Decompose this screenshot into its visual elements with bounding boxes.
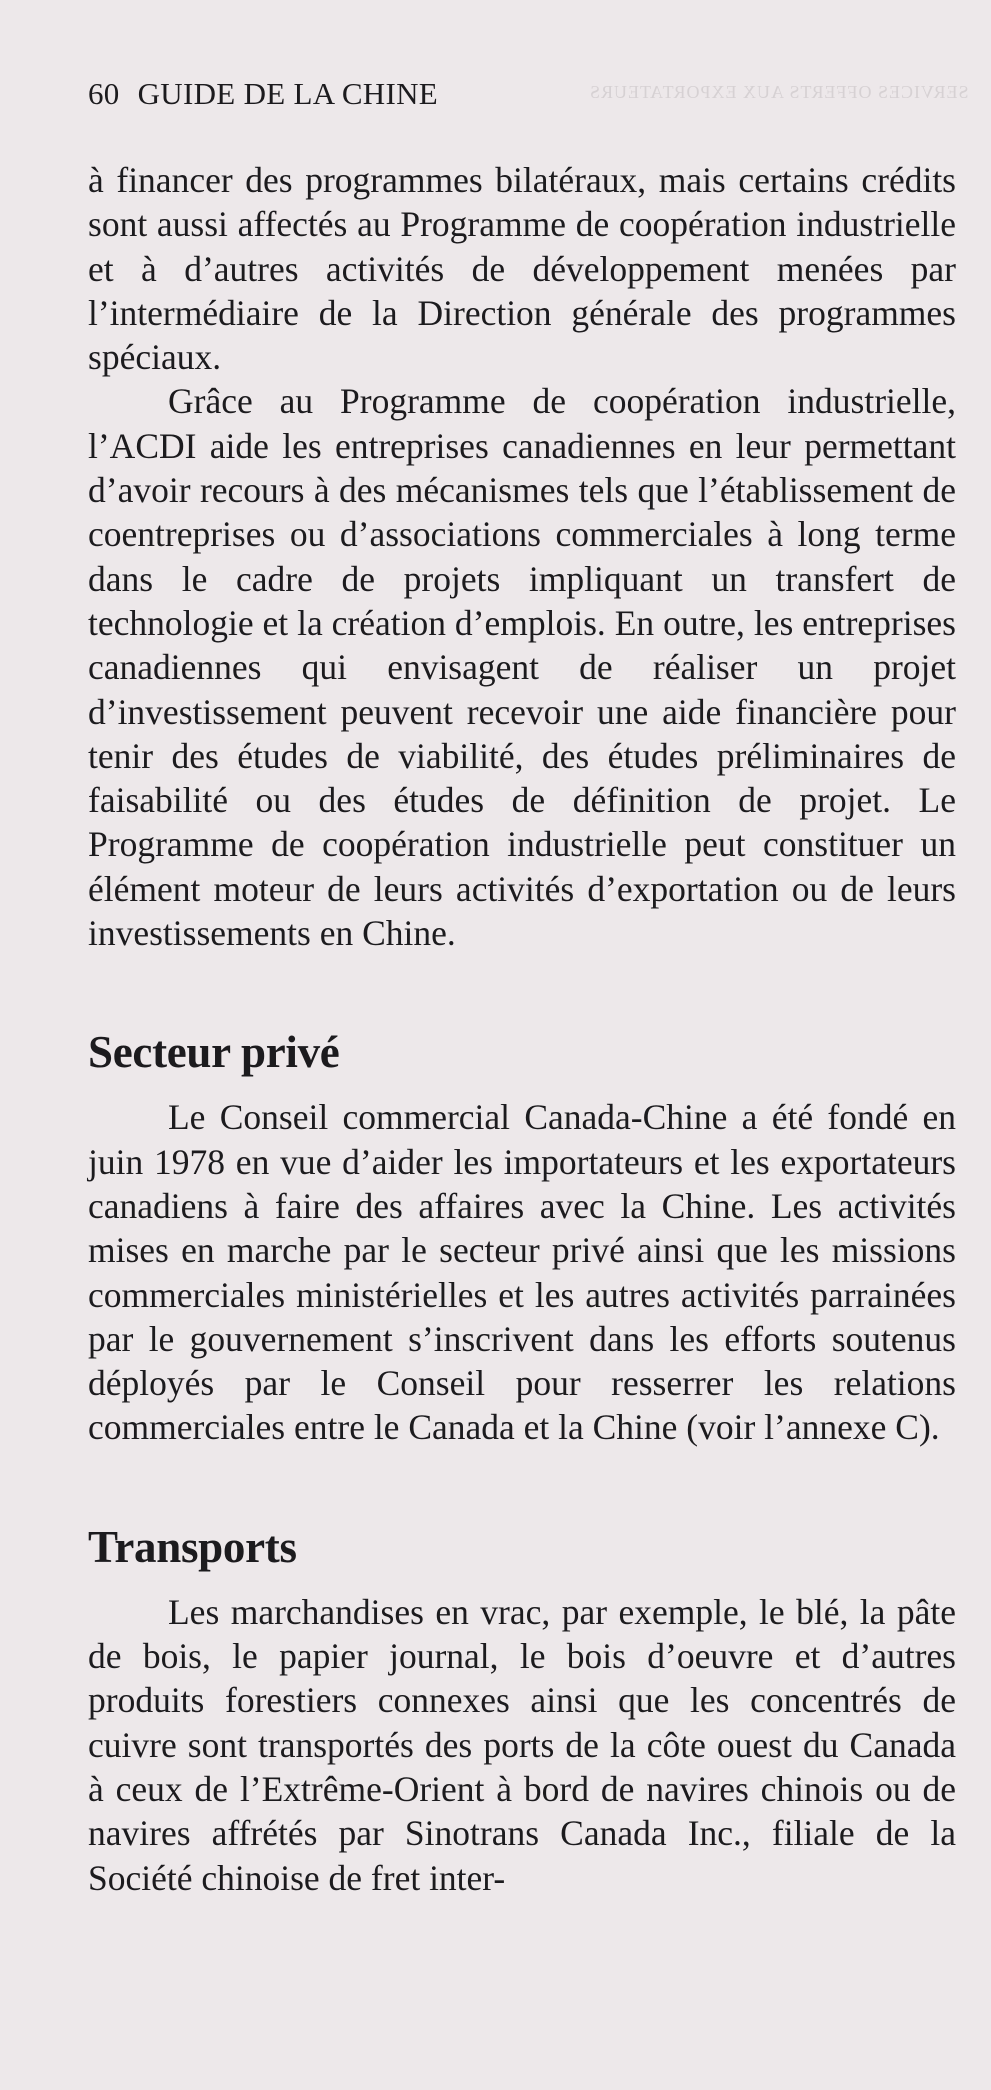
body-paragraph-transport: Les marchandises en vrac, par exemple, le blé, la pâte de bois, le papier journal, le bois d’oeuvre et d’autres produits forestiers connexes ainsi que les concentrés de cuivre sont transportés des ports de la côte ouest du Canada à ceux de l’Extrême-Orient à bord de navires chinois ou de navires affrétés par Sinotrans Canada Inc., filiale de la Société chinoise de fret inter- (88, 1591, 956, 1898)
running-title: GUIDE DE LA CHINE (137, 76, 439, 111)
section-heading-private-sector: Secteur privé (88, 1027, 340, 1078)
body-paragraph-continued: à financer des programmes bilatéraux, mais certains crédits sont aussi affectés au Programme de coopération industrielle et à d’autres activités de développement menées par l’intermédiaire de la Direction générale des programmes spéciaux. (88, 160, 956, 378)
show-through-text: SERVICES OFFERTS AUX EXPORTATEURS (589, 82, 969, 102)
running-header (88, 72, 956, 116)
body-paragraph-acdi: Grâce au Programme de coopération industrielle, l’ACDI aide les entreprises canadiennes en leur permettant d’avoir recours à des mécanismes tels que l’établissement de coentreprises ou d’associations commerciales à long terme dans le cadre de projets impliquant un transfert de technologie et la création d’emplois. En outre, les entreprises canadiennes qui envisagent de réaliser un projet d’investissement peuvent recevoir une aide financière pour tenir des études de viabilité, des études préliminaires de faisabilité ou des études de définition de projet. Le Programme de coopération industrielle peut constituer un élément moteur de leurs activités d’exportation ou de leurs investissements en Chine. (88, 381, 956, 954)
body-paragraph-private-sector: Le Conseil commercial Canada-Chine a été fondé en juin 1978 en vue d’aider les importateurs et les exportateurs canadiens à faire des affaires avec la Chine. Les activités mises en marche par le secteur privé ainsi que les missions commerciales ministérielles et les autres activités parrainées par le gouvernement s’inscrivent dans les efforts soutenus déployés par le Conseil pour resserrer les relations commerciales entre le Canada et la Chine (voir l’annexe C). (88, 1097, 956, 1448)
section-heading-transport: Transports (88, 1521, 297, 1572)
document-page (88, 72, 956, 1900)
page-number: 60 (88, 76, 120, 111)
